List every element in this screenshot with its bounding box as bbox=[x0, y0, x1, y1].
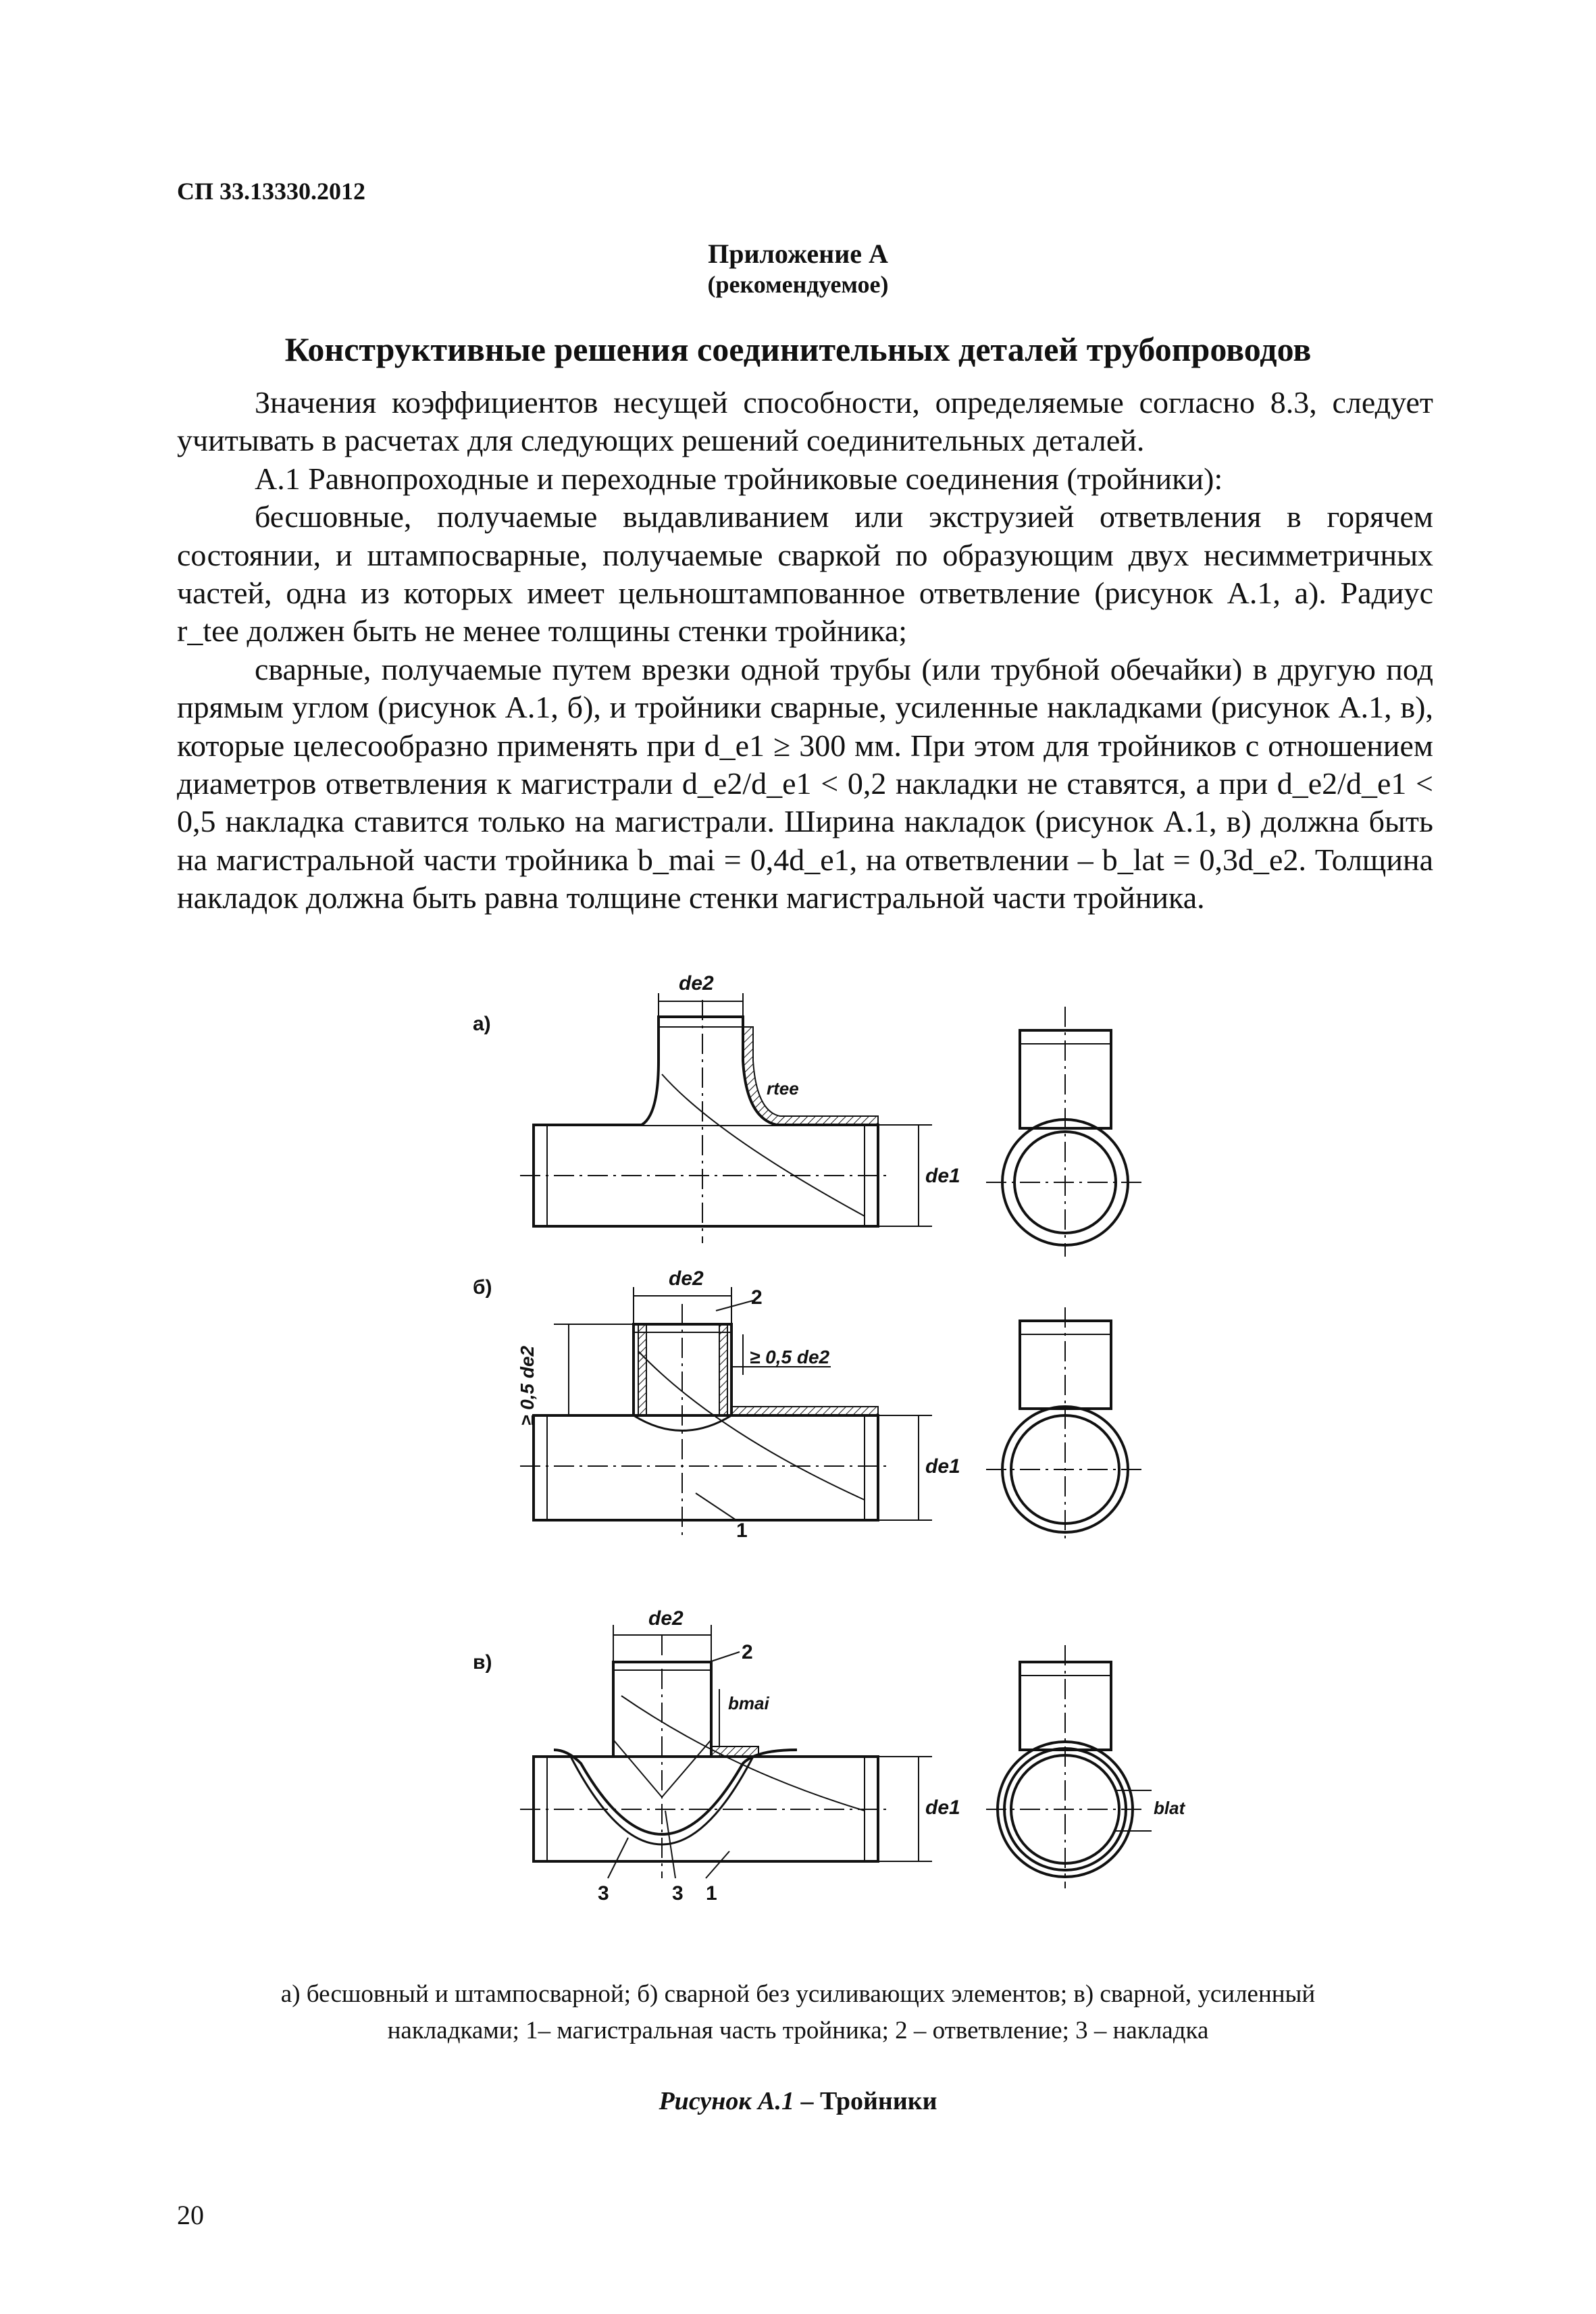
figure-title bbox=[0, 2086, 1596, 2116]
page-number: 20 bbox=[177, 2200, 204, 2230]
label-de1-v: de1 bbox=[925, 1796, 960, 1819]
label-2-v: 2 bbox=[742, 1641, 753, 1663]
label-rtee: rtee bbox=[767, 1078, 799, 1099]
label-2-b: 2 bbox=[751, 1286, 763, 1309]
paragraph: А.1 Равнопроходные и переходные тройниковые соединения (тройники): bbox=[255, 461, 1223, 496]
body-text bbox=[177, 384, 1433, 917]
tee-v-front-view bbox=[520, 1625, 932, 1878]
tee-b-side-view bbox=[986, 1307, 1141, 1540]
figure-tees bbox=[473, 959, 1499, 1963]
appendix-subtitle: (рекомендуемое) bbox=[707, 271, 889, 298]
paragraph: сварные, получаемые путем врезки одной трубы (или трубной обечайки) в другую под прямым углом (рисунок А.1, б), и тройники сварные, усиленные накладками (рисунок А.1, в), которые целесообразно применять при d_e1 ≥ 300 мм. При этом для тройников с отношением диаметров ответвления к магистрали d_e2/d_e1 < 0,2 накладки не ставятся, а при d_e2/d_e1 < 0,5 накладка ставится только на магистрали. Ширина накладок (рисунок А.1, в) должна быть на магистральной части тройника b_mai = 0,4d_e1, на ответвлении – b_lat = 0,3d_e2. Толщина накладок должна быть равна толщине стенки магистральной части тройника. bbox=[177, 651, 1433, 915]
label-half-de2-left: ≥ 0,5 de2 bbox=[517, 1345, 538, 1426]
document-code: СП 33.13330.2012 bbox=[177, 178, 365, 205]
label-de2-b: de2 bbox=[669, 1267, 704, 1290]
label-1-b: 1 bbox=[736, 1519, 748, 1542]
label-3-left: 3 bbox=[598, 1882, 609, 1905]
appendix-title: Приложение А bbox=[708, 238, 888, 269]
label-de1: de1 bbox=[925, 1165, 960, 1187]
label-de2-v: de2 bbox=[648, 1607, 684, 1630]
figure-caption bbox=[0, 1976, 1596, 2049]
label-blat: blat bbox=[1154, 1798, 1185, 1818]
tee-b-front-view bbox=[520, 1287, 932, 1537]
label-half-de2-right: ≥ 0,5 de2 bbox=[750, 1347, 830, 1367]
tee-a-side-view bbox=[986, 1007, 1141, 1257]
label-v: в) bbox=[473, 1651, 492, 1674]
figure-label: Рисунок А.1 bbox=[659, 2087, 794, 2115]
label-a: а) bbox=[473, 1013, 491, 1035]
paragraph: бесшовные, получаемые выдавливанием или экструзией ответвления в горячем состоянии, и штампосварные, получаемые сваркой по образующим двух несимметричных частей, одна из которых имеет цельноштампованное ответвление (рисунок А.1, а). Радиус r_tee должен быть не менее толщины стенки тройника; bbox=[177, 499, 1433, 649]
label-de1-b: de1 bbox=[925, 1455, 960, 1478]
tees-drawing bbox=[473, 959, 1499, 1959]
label-bmai: bmai bbox=[728, 1693, 769, 1713]
paragraph: Значения коэффициентов несущей способности, определяемые согласно 8.3, следует учитывать в расчетах для следующих решений соединительных деталей. bbox=[177, 385, 1433, 458]
caption-line: а) бесшовный и штампосварной; б) сварной без усиливающих элементов; в) сварной, усиленный bbox=[280, 1980, 1316, 2008]
section-title: Конструктивные решения соединительных деталей трубопроводов bbox=[284, 330, 1312, 368]
label-de2: de2 bbox=[679, 972, 714, 995]
label-1-v: 1 bbox=[706, 1882, 717, 1905]
label-3-mid: 3 bbox=[672, 1882, 684, 1905]
tee-a-front-view bbox=[520, 993, 932, 1243]
label-b: б) bbox=[473, 1276, 492, 1299]
figure-title-sep: – bbox=[794, 2087, 820, 2115]
figure-name: Тройники bbox=[820, 2087, 937, 2115]
caption-line: накладками; 1– магистральная часть тройника; 2 – ответвление; 3 – накладка bbox=[387, 2017, 1209, 2044]
tee-v-side-view bbox=[986, 1645, 1152, 1888]
